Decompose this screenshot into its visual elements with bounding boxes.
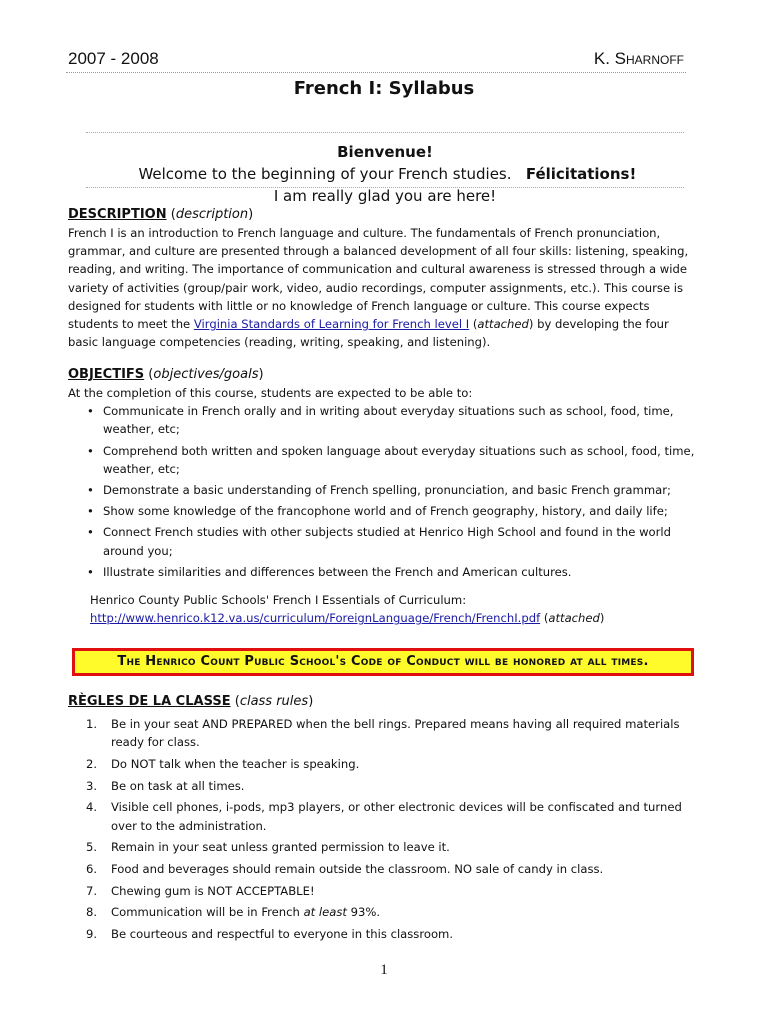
description-text: French I is an introduction to French language and culture. The fundamentals of French pronunciation, grammar, and culture are presented through a balanced development of all four skills: listening, speaking, reading, and writing. The importance of communication and cultural awareness is stressed through a wide variety of activities (group/pair work, video, audio recordings, computer assignments, etc.). This course is designed for students with little or no knowledge of French language or culture. This course expects students to meet the (68, 226, 689, 332)
page-number: 1 (380, 962, 388, 978)
rule-text-end: 93%. (346, 905, 381, 920)
rule-text: Be on task at all times. (111, 778, 245, 793)
rule-number: 4. (86, 800, 98, 815)
curriculum-link[interactable]: http://www.henrico.k12.va.us/curriculum/ForeignLanguage/French/FrenchI.pdf (90, 611, 541, 626)
objective-item: • Connect French studies with other subjects studied at Henrico High School and found in the world around you; (103, 523, 698, 559)
attached-note: attached (477, 317, 529, 332)
rule-item (86, 838, 698, 856)
description-title: DESCRIPTION (68, 207, 167, 222)
description-body: French I is an introduction to French language and culture. The fundamentals of French pronunciation, grammar, and culture are presented through a balanced development of all four skills: listening, speaking, reading, and writing. The importance of communication and cultural awareness is stressed through a wide variety of activities (group/pair work, video, audio recordings, computer assignments, etc.). This course is designed for students with little or no knowledge of French language or culture. This course expects students to meet the Virginia Standards of Learning for French level I (attached) by developing the four basic language competencies (reading, writing, speaking, and listening). (68, 226, 689, 350)
regles-subtitle: class rules (239, 694, 309, 709)
description-heading: DESCRIPTION (description) (68, 207, 254, 222)
welcome-text: Welcome to the beginning of your French studies. (133, 165, 526, 183)
rule-item (86, 925, 698, 943)
rule-number: 6. (86, 861, 98, 876)
author-name: K. Sharnoff (593, 49, 684, 68)
rule-text: Be in your seat AND PREPARED when the bell rings. Prepared means having all required materials ready for class. (111, 717, 680, 750)
rule-text: Chewing gum is NOT ACCEPTABLE! (111, 883, 315, 898)
rule-number: 5. (86, 840, 98, 855)
regles-heading: RÈGLES DE LA CLASSE (class rules) (68, 694, 314, 709)
description-section (68, 206, 698, 351)
objectifs-section (68, 366, 698, 627)
rule-number: 3. (86, 778, 98, 793)
rule-number: 1. (86, 717, 98, 731)
rule-number: 7. (86, 883, 98, 898)
rule-text: Visible cell phones, i-pods, mp3 players, or other electronic devices will be confiscated and turned over to the administration. (111, 800, 682, 833)
objective-item: • Demonstrate a basic understanding of French spelling, pronunciation, and basic French grammar; (103, 481, 698, 499)
rule-text: Food and beverages should remain outside the classroom. NO sale of candy in class. (111, 861, 604, 876)
rule-item (86, 882, 698, 900)
bienvenue-text: Bienvenue! (337, 143, 433, 161)
regles-section (68, 693, 698, 947)
objective-item: • Comprehend both written and spoken language about everyday situations such as school, food, time, weather, etc; (103, 442, 698, 478)
objectives-list (68, 402, 698, 581)
rule-number: 8. (86, 905, 98, 920)
rule-text: Communication will be in French (111, 905, 304, 920)
rule-text: Do NOT talk when the teacher is speaking. (111, 756, 360, 771)
curriculum-attached-note: attached (548, 611, 600, 626)
rule-item (86, 715, 698, 751)
objectifs-subtitle: objectives/goals (153, 367, 259, 382)
welcome-line-2: I am really glad you are here! (273, 187, 497, 205)
objectifs-title: OBJECTIFS (68, 367, 145, 382)
rule-text-emphasis: at least (303, 905, 347, 920)
code-of-conduct-notice: The Henrico Count Public School's Code of Conduct will be honored at all times. (72, 648, 694, 676)
virginia-standards-link[interactable]: Virginia Standards of Learning for French level I (193, 317, 470, 332)
objectifs-intro: At the completion of this course, students are expected to be able to: (68, 386, 473, 400)
regles-title: RÈGLES DE LA CLASSE (68, 694, 231, 709)
rule-number: 2. (86, 756, 98, 771)
description-subtitle: description (175, 207, 249, 222)
welcome-line-1 (86, 141, 684, 185)
rule-item (86, 798, 698, 834)
page-title: French I: Syllabus (293, 78, 475, 99)
curriculum-link-line: http://www.henrico.k12.va.us/curriculum/ForeignLanguage/French/FrenchI.pdf (attached) (90, 611, 605, 626)
objectifs-heading: OBJECTIFS (objectives/goals) (68, 367, 264, 382)
objective-item: • Communicate in French orally and in writing about everyday situations such as school, food, time, weather, etc; (103, 402, 698, 438)
school-year: 2007 - 2008 (68, 49, 159, 68)
curriculum-label: Henrico County Public Schools' French I Essentials of Curriculum: (90, 593, 467, 608)
rule-item (86, 777, 698, 795)
rule-item (86, 755, 698, 773)
description-text-end: by developing the four basic language competencies (reading, writing, speaking, and listening). (68, 317, 669, 350)
curriculum-reference (68, 591, 698, 627)
rule-item (86, 860, 698, 878)
page-header (66, 48, 686, 73)
objective-item: • Illustrate similarities and differences between the French and American cultures. (103, 563, 698, 581)
welcome-banner (86, 132, 684, 205)
objective-item: • Show some knowledge of the francophone world and of French geography, history, and daily life; (103, 502, 698, 520)
rule-text: Be courteous and respectful to everyone in this classroom. (111, 927, 454, 942)
felicitations-text: Félicitations! (525, 165, 637, 183)
class-rules-list (68, 715, 698, 943)
rule-item (86, 903, 698, 921)
rule-text: Remain in your seat unless granted permission to leave it. (111, 840, 450, 855)
rule-number: 9. (86, 927, 98, 942)
